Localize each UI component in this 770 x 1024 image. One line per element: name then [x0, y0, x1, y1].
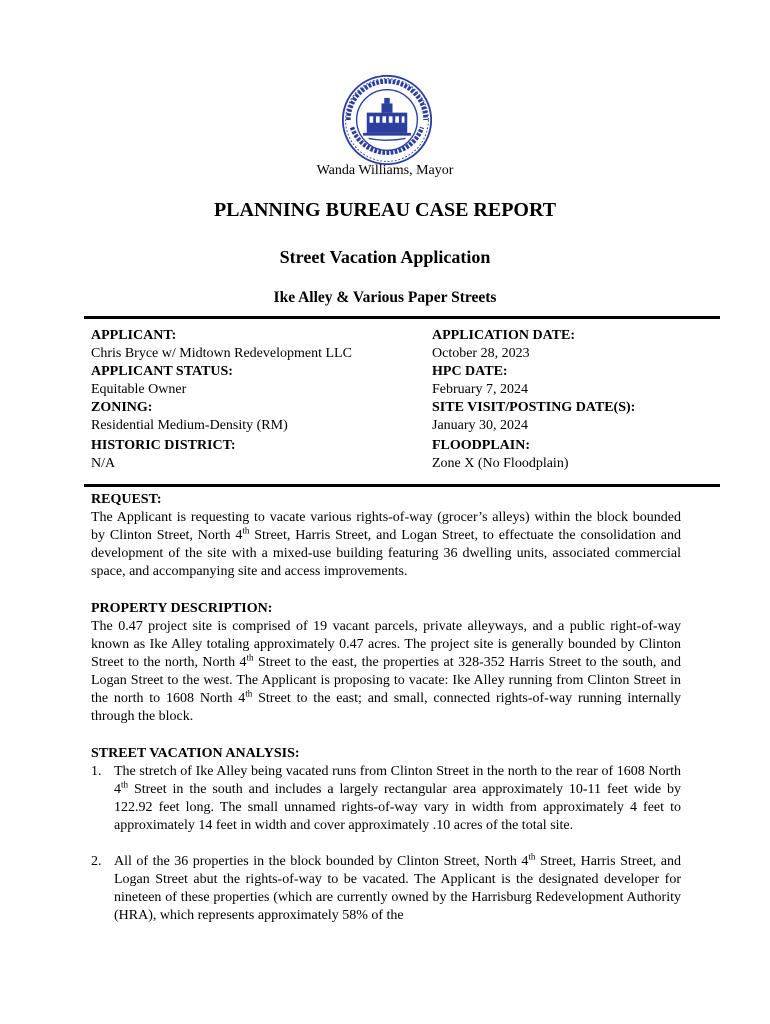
report-title: PLANNING BUREAU CASE REPORT — [213, 199, 557, 221]
floodplain-label: FLOODPLAIN: — [432, 438, 530, 453]
divider-top — [84, 316, 720, 319]
analysis-list — [91, 763, 681, 925]
applicant-label: APPLICANT: — [91, 328, 177, 343]
zoning-value: Residential Medium-Density (RM) — [91, 418, 288, 433]
site-visit-value: January 30, 2024 — [432, 418, 529, 433]
info-right-column — [432, 327, 732, 473]
applicant-value: Chris Bryce w/ Midtown Redevelopment LLC — [91, 346, 352, 361]
report-subtitle: Street Vacation Application — [279, 247, 491, 267]
list-item: 1. The stretch of Ike Alley being vacated runs from Clinton Street in the north to the rear of 1608 North 4th Street in the south and includes a largely rectangular area approximately 10-11 feet wide by 122.92 feet long. The small unnamed rights-of-way vary in width from approximately 4 feet to approximately 14 feet in width and cover approximately .10 acres of the total site. — [91, 764, 681, 833]
mayor-line: Wanda Williams, Mayor — [316, 163, 454, 178]
project-name: Ike Alley & Various Paper Streets — [273, 289, 497, 306]
analysis-heading: STREET VACATION ANALYSIS: — [91, 746, 300, 761]
divider-bottom — [84, 484, 720, 487]
zoning-label: ZONING: — [91, 400, 153, 415]
analysis-section — [91, 745, 681, 925]
historic-district-label: HISTORIC DISTRICT: — [91, 438, 236, 453]
application-date-label: APPLICATION DATE: — [432, 328, 575, 343]
property-section — [91, 600, 681, 726]
city-seal-icon — [341, 74, 433, 166]
property-text: The 0.47 project site is comprised of 19 vacant parcels, private alleyways, and a public right-of-way known as Ike Alley totaling approximately 0.47 acres. The project site is generally bounded by Clinton Street to the north, North 4th Street to the east, the properties at 328-352 Harris Street to the south, and Logan Street to the west. The Applicant is proposing to vacate: Ike Alley running from Clinton Street in the north to 1608 North 4th Street to the east; and small, connected rights-of-way running internally through the block. — [91, 619, 681, 724]
list-item: 2. All of the 36 properties in the block bounded by Clinton Street, North 4th Street, Harris Street, and Logan Street abut the rights-of-way to be vacated. The Applicant is the designated developer for nineteen of these properties (which are currently owned by the Harrisburg Redevelopment Authority (HRA), which represents approximately 58% of the — [91, 851, 681, 923]
hpc-date-value: February 7, 2024 — [432, 382, 529, 397]
hpc-date-label: HPC DATE: — [432, 364, 508, 379]
floodplain-value: Zone X (No Floodplain) — [432, 456, 569, 471]
request-text: The Applicant is requesting to vacate various rights-of-way (grocer’s alleys) within the block bounded by Clinton Street, North 4th Street, Harris Street, and Logan Street, to effectuate the consolidation and development of the site with a mixed-use building featuring 36 dwelling units, associated commercial space, and accompanying site and access improvements. — [91, 510, 682, 579]
applicant-status-label: APPLICANT STATUS: — [91, 364, 233, 379]
historic-district-value: N/A — [91, 456, 116, 471]
request-section — [91, 491, 681, 581]
request-heading: REQUEST: — [91, 492, 162, 507]
property-heading: PROPERTY DESCRIPTION: — [91, 601, 273, 616]
applicant-status-value: Equitable Owner — [91, 382, 187, 397]
info-left-column — [91, 327, 411, 473]
application-date-value: October 28, 2023 — [432, 346, 530, 361]
site-visit-label: SITE VISIT/POSTING DATE(S): — [432, 400, 636, 415]
